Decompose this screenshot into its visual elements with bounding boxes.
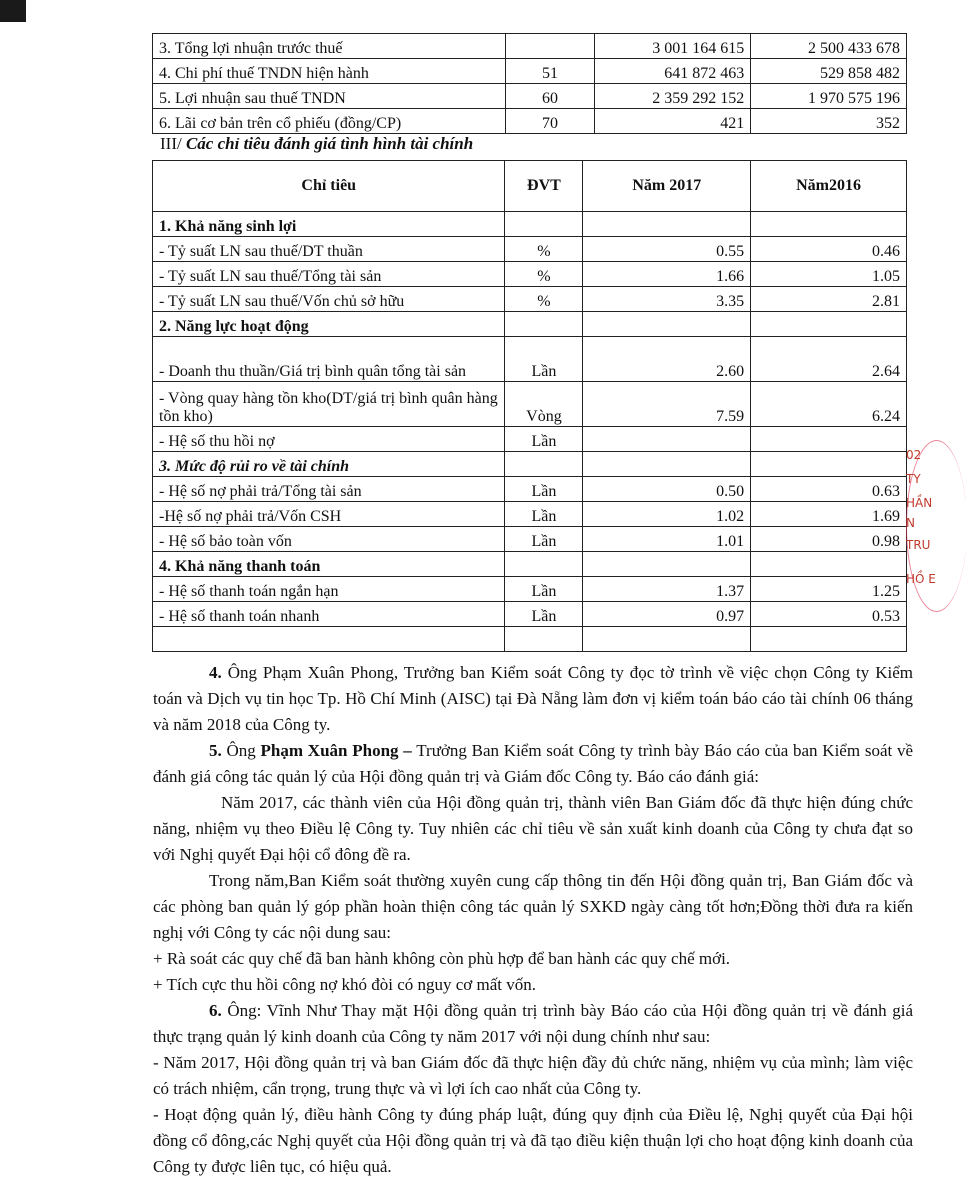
table-row xyxy=(153,552,907,577)
cell-y2017: 421 xyxy=(595,109,751,134)
paragraph-4: 4. Ông Phạm Xuân Phong, Trưởng ban Kiểm soát Công ty đọc tờ trình về việc chọn Công ty Kiểm toán và Dịch vụ tin học Tp. Hồ Chí Minh (AISC) tại Đà Nẵng làm đơn vị kiểm toán báo cáo tài chính 06 tháng và năm 2018 của Công ty. xyxy=(153,663,913,734)
table-header-row xyxy=(153,161,907,212)
cell-label: 3. Tổng lợi nhuận trước thuế xyxy=(153,34,506,59)
cell-y2017 xyxy=(583,212,751,237)
table-row xyxy=(153,109,907,134)
section-heading xyxy=(160,134,473,154)
table-row xyxy=(153,502,907,527)
cell-y2017: 1.66 xyxy=(583,262,751,287)
cell-y2016 xyxy=(751,552,907,577)
cell-unit: Lần xyxy=(505,527,583,552)
cell-label: 2. Năng lực hoạt động xyxy=(153,312,505,337)
cell-y2017: 0.55 xyxy=(583,237,751,262)
bullet-1: + Rà soát các quy chế đã ban hành không còn phù hợp để ban hành các quy chế mới. xyxy=(153,949,731,968)
table-row xyxy=(153,84,907,109)
cell-y2017: 2.60 xyxy=(583,337,751,382)
table-row xyxy=(153,59,907,84)
table-row xyxy=(153,237,907,262)
cell-y2016: 0.63 xyxy=(751,477,907,502)
cell-unit: Lần xyxy=(505,602,583,627)
table-row xyxy=(153,312,907,337)
cell-unit: Lần xyxy=(505,502,583,527)
cell-unit: % xyxy=(505,287,583,312)
paragraph-6a: - Năm 2017, Hội đồng quản trị và ban Giám đốc đã thực hiện đầy đủ chức năng, nhiệm vụ của mình; làm việc có trách nhiệm, cẩn trọng, trung thực và vì lợi ích cao nhất của Công ty. xyxy=(153,1053,913,1098)
cell-y2016: 0.53 xyxy=(751,602,907,627)
cell-y2016 xyxy=(751,212,907,237)
cell-label: 3. Mức độ rủi ro về tài chính xyxy=(153,452,505,477)
cell-y2017: 2 359 292 152 xyxy=(595,84,751,109)
stamp-text: HẦN xyxy=(906,496,933,510)
header-unit: ĐVT xyxy=(505,161,583,212)
cell-y2016: 1.05 xyxy=(751,262,907,287)
section-prefix: III/ xyxy=(160,134,186,153)
cell-label: - Vòng quay hàng tồn kho(DT/giá trị bình quân hàng tồn kho) xyxy=(153,382,505,427)
cell-y2017: 641 872 463 xyxy=(595,59,751,84)
stamp-text: HỒ E xyxy=(906,572,936,586)
cell-y2017 xyxy=(583,552,751,577)
cell-y2016: 6.24 xyxy=(751,382,907,427)
cell-unit xyxy=(505,212,583,237)
cell-y2017: 0.50 xyxy=(583,477,751,502)
cell-label: - Doanh thu thuần/Giá trị bình quân tổng tài sản xyxy=(153,337,505,382)
section-title: Các chỉ tiêu đánh giá tình hình tài chính xyxy=(185,134,474,153)
stamp-text: N xyxy=(906,516,915,530)
table-row xyxy=(153,577,907,602)
cell-y2016: 1 970 575 196 xyxy=(751,84,907,109)
cell-y2017: 1.37 xyxy=(583,577,751,602)
cell-label: - Hệ số nợ phải trả/Tổng tài sản xyxy=(153,477,505,502)
cell-unit: Vòng xyxy=(505,382,583,427)
financial-indicators-table xyxy=(152,160,907,652)
cell-y2017 xyxy=(583,427,751,452)
cell-y2017: 0.97 xyxy=(583,602,751,627)
cell-unit: Lần xyxy=(505,477,583,502)
cell-code: 60 xyxy=(505,84,595,109)
cell-unit xyxy=(505,452,583,477)
table-row-empty xyxy=(153,627,907,652)
cell-y2017: 7.59 xyxy=(583,382,751,427)
cell-unit: Lần xyxy=(505,577,583,602)
stamp-text: TY xyxy=(906,472,921,486)
table-row xyxy=(153,427,907,452)
income-table xyxy=(152,33,907,134)
cell-y2016: 1.69 xyxy=(751,502,907,527)
cell-code: 51 xyxy=(505,59,595,84)
scan-corner-mark xyxy=(0,0,26,22)
cell-label: - Hệ số thu hồi nợ xyxy=(153,427,505,452)
paragraph-6b: - Hoạt động quản lý, điều hành Công ty đúng pháp luật, đúng quy định của Điều lệ, Nghị quyết của Đại hội đồng cổ đông,các Nghị quyết của Hội đồng quản trị và đã tạo điều kiện thuận lợi cho hoạt động kinh doanh của Công ty được liên tục, có hiệu quả. xyxy=(153,1105,913,1176)
cell-y2017: 1.01 xyxy=(583,527,751,552)
cell-unit: % xyxy=(505,237,583,262)
cell-y2016: 352 xyxy=(751,109,907,134)
header-indicator: Chỉ tiêu xyxy=(153,161,505,212)
cell-unit xyxy=(505,312,583,337)
cell-unit xyxy=(505,552,583,577)
paragraph-5: 5. Ông Phạm Xuân Phong – Trưởng Ban Kiểm soát Công ty trình bày Báo cáo của ban Kiểm soát về đánh giá công tác quản lý của Hội đồng quản trị và Giám đốc Công ty. Báo cáo đánh giá: xyxy=(153,741,914,786)
cell-code xyxy=(505,34,595,59)
cell-y2016 xyxy=(751,427,907,452)
cell-label: -Hệ số nợ phải trả/Vốn CSH xyxy=(153,502,505,527)
cell-y2016: 1.25 xyxy=(751,577,907,602)
cell-y2016 xyxy=(751,452,907,477)
cell-y2016: 2 500 433 678 xyxy=(751,34,907,59)
cell-unit: % xyxy=(505,262,583,287)
bullet-2: + Tích cực thu hồi công nợ khó đòi có nguy cơ mất vốn. xyxy=(153,975,537,994)
cell-y2016: 0.46 xyxy=(751,237,907,262)
stamp-text: TRU xyxy=(906,538,931,552)
paragraph-6: 6. Ông: Vĩnh Như Thay mặt Hội đồng quản trị trình bày Báo cáo của Hội đồng quản trị về đánh giá thực trạng quản lý kinh doanh của Công ty năm 2017 với nội dung chính như sau: xyxy=(153,1001,913,1046)
table-row xyxy=(153,477,907,502)
cell-empty xyxy=(751,627,907,652)
cell-label: 1. Khả năng sinh lợi xyxy=(153,212,505,237)
table-row xyxy=(153,527,907,552)
paragraph-5b: Trong năm,Ban Kiểm soát thường xuyên cung cấp thông tin đến Hội đồng quản trị, Ban Giám đốc và các phòng ban quản lý góp phần hoàn thiện công tác quản lý SXKD ngày càng tốt hơn;Đồng thời đưa ra kiến nghị với Công ty các nội dung sau: xyxy=(153,871,913,942)
cell-y2017: 3.35 xyxy=(583,287,751,312)
table-row xyxy=(153,452,907,477)
cell-y2016: 0.98 xyxy=(751,527,907,552)
table-row xyxy=(153,287,907,312)
cell-unit: Lần xyxy=(505,337,583,382)
header-2017: Năm 2017 xyxy=(583,161,751,212)
cell-label: - Hệ số bảo toàn vốn xyxy=(153,527,505,552)
cell-empty xyxy=(153,627,505,652)
cell-label: 4. Chi phí thuế TNDN hiện hành xyxy=(153,59,506,84)
cell-y2017 xyxy=(583,452,751,477)
stamp-ring xyxy=(906,440,967,612)
cell-label: 4. Khả năng thanh toán xyxy=(153,552,505,577)
cell-y2016: 2.64 xyxy=(751,337,907,382)
table-row xyxy=(153,337,907,382)
cell-y2017 xyxy=(583,312,751,337)
cell-label: 6. Lãi cơ bản trên cổ phiếu (đồng/CP) xyxy=(153,109,506,134)
cell-empty xyxy=(583,627,751,652)
table-row xyxy=(153,212,907,237)
cell-y2016 xyxy=(751,312,907,337)
header-2016: Năm2016 xyxy=(751,161,907,212)
cell-unit: Lần xyxy=(505,427,583,452)
cell-label: - Tỷ suất LN sau thuế/Tổng tài sản xyxy=(153,262,505,287)
cell-label: - Hệ số thanh toán ngắn hạn xyxy=(153,577,505,602)
cell-y2017: 1.02 xyxy=(583,502,751,527)
table-row xyxy=(153,34,907,59)
cell-empty xyxy=(505,627,583,652)
cell-code: 70 xyxy=(505,109,595,134)
cell-label: - Hệ số thanh toán nhanh xyxy=(153,602,505,627)
stamp-text: 02 xyxy=(906,448,922,462)
cell-y2016: 529 858 482 xyxy=(751,59,907,84)
paragraph-5a: Năm 2017, các thành viên của Hội đồng quản trị, thành viên Ban Giám đốc đã thực hiện đúng chức năng, nhiệm vụ theo Điều lệ Công ty. Tuy nhiên các chỉ tiêu về sản xuất kinh doanh của Công ty chưa đạt so với Nghị quyết Đại hội cổ đông đề ra. xyxy=(153,793,913,864)
cell-y2017: 3 001 164 615 xyxy=(595,34,751,59)
cell-label: - Tỷ suất LN sau thuế/Vốn chủ sở hữu xyxy=(153,287,505,312)
meeting-minutes-text xyxy=(153,660,913,1180)
cell-y2016: 2.81 xyxy=(751,287,907,312)
table-row xyxy=(153,602,907,627)
table-row xyxy=(153,382,907,427)
cell-label: 5. Lợi nhuận sau thuế TNDN xyxy=(153,84,506,109)
red-stamp xyxy=(900,440,940,620)
cell-label: - Tỷ suất LN sau thuế/DT thuần xyxy=(153,237,505,262)
table-row xyxy=(153,262,907,287)
